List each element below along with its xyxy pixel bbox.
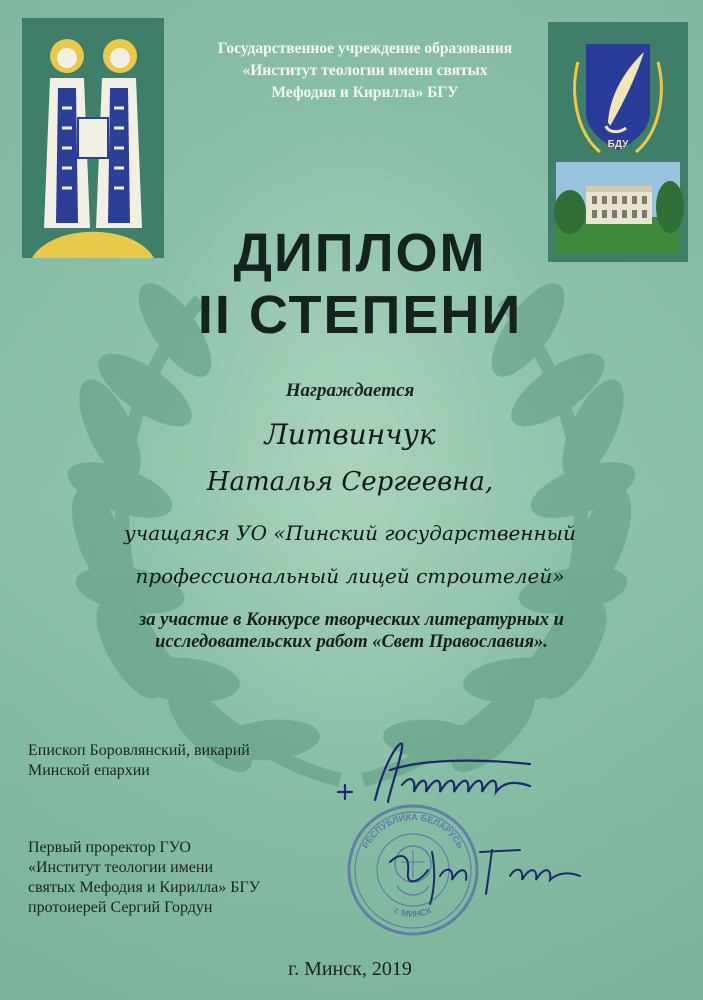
city-year: г. Минск, 2019 (288, 958, 412, 980)
bishop-signatory (28, 741, 250, 781)
emblem-caption: БДУ (607, 139, 629, 150)
bishop-line-2: Минской епархии (28, 762, 150, 779)
reason-line-2: исследовательских работ «Свет Православия». (155, 632, 548, 652)
prorector-signature-icon (380, 832, 600, 912)
seal-top-text: РЕСПУБЛИКА БЕЛАРУСЬ (360, 811, 466, 851)
prorector-line-4: протоиерей Сергий Гордун (28, 899, 213, 916)
institution-line-1: Государственное учреждение образования (217, 40, 513, 57)
recipient-name: Наталья Сергеевна, (206, 467, 494, 497)
institution-line-3: Мефодия и Кирилла» БГУ (271, 84, 459, 101)
title-line-2: II СТЕПЕНИ (197, 285, 523, 345)
title-line-1: ДИПЛОМ (233, 223, 487, 283)
reason-line-1: за участие в Конкурсе творческих литературных и (139, 610, 564, 630)
prorector-line-1: Первый проректор ГУО (28, 839, 191, 856)
recipient-school-line-1: учащаяся УО «Пинский государственный (124, 521, 576, 545)
institution-name (180, 38, 550, 104)
institution-line-2: «Институт теологии имени святых (242, 62, 488, 79)
recipient-school-line-2: профессиональный лицей строителей» (135, 564, 565, 588)
recipient-surname: Литвинчук (264, 418, 436, 451)
prorector-line-2: «Институт теологии имени (28, 859, 214, 876)
prorector-signatory (28, 838, 260, 918)
awarded-label: Награждается (285, 380, 415, 401)
seal-bottom-text: г. МИНСК (392, 905, 434, 919)
award-reason (40, 609, 663, 653)
diploma-title (140, 222, 580, 346)
prorector-line-3: святых Мефодия и Кирилла» БГУ (28, 879, 261, 896)
bishop-line-1: Епископ Боровлянский, викарий (28, 742, 250, 759)
